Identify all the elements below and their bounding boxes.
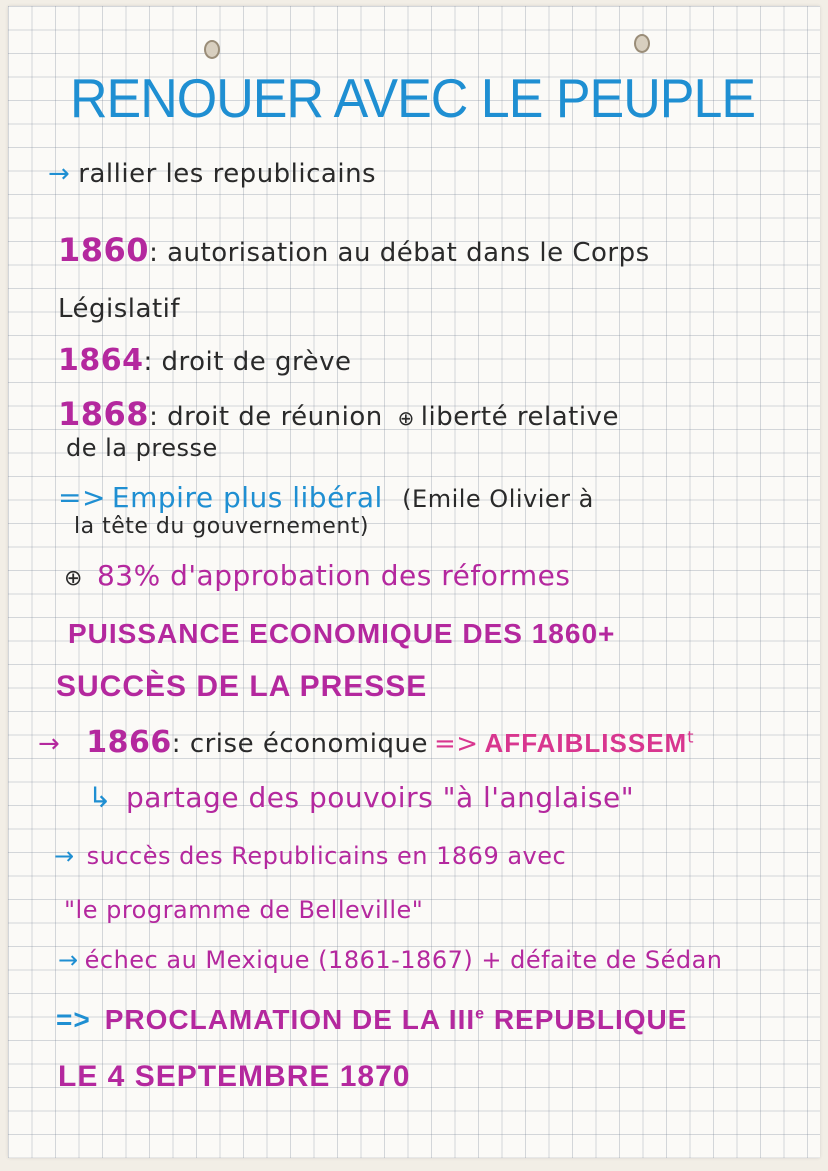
proclamation-text: PROCLAMATION DE LA III — [104, 1004, 476, 1035]
text-1868: : droit de réunion — [149, 402, 383, 432]
date-final-line: LE 4 SEPTEMBRE 1870 — [58, 1060, 411, 1093]
plus-circle-icon: ⊕ — [397, 406, 415, 430]
year-1864: 1864 — [58, 343, 144, 378]
double-arrow-icon: => — [433, 729, 479, 759]
arrow-icon: → — [58, 946, 79, 974]
page-title: RENOUER AVEC LE PEUPLE — [70, 68, 756, 130]
partage-text: partage des pouvoirs "à l'anglaise" — [125, 781, 635, 814]
proclamation-sup: e — [475, 1005, 486, 1023]
entry-1860-cont: Législatif — [58, 294, 181, 324]
year-1868: 1868 — [58, 395, 150, 433]
binder-hole-left — [204, 40, 220, 59]
approval-line — [64, 559, 571, 592]
arrow-icon: → — [48, 159, 71, 189]
affaiblissement-text: AFFAIBLISSEM — [484, 728, 688, 758]
subtitle-text: rallier les republicains — [78, 159, 377, 189]
echec-text: échec au Mexique (1861-1867) + défaite de Sédan — [84, 946, 723, 974]
text-1866: : crise économique — [171, 729, 428, 759]
echec-line — [58, 948, 723, 972]
double-arrow-icon: => — [56, 1004, 91, 1035]
plus-circle-icon: ⊕ — [64, 566, 83, 591]
return-arrow-icon: ↳ — [88, 781, 112, 814]
arrow-icon: → — [54, 842, 75, 870]
entry-1860 — [58, 231, 650, 269]
succes-presse-line: SUCCÈS DE LA PRESSE — [56, 670, 428, 703]
entry-1868 — [58, 395, 619, 433]
proclamation-text-end: REPUBLIQUE — [485, 1004, 688, 1035]
text-1864: : droit de grève — [143, 347, 352, 377]
empire-note: (Emile Olivier à — [402, 485, 594, 513]
succes-rep-cont: "le programme de Belleville" — [64, 896, 424, 924]
empire-text: Empire plus libéral — [111, 481, 383, 514]
year-1860: 1860 — [58, 231, 150, 269]
entry-1868-cont: de la presse — [66, 434, 218, 462]
double-arrow-icon: => — [58, 481, 106, 514]
partage-line — [88, 781, 635, 814]
succes-rep-text: succès des Republicains en 1869 avec — [86, 842, 567, 870]
entry-1866 — [38, 725, 694, 760]
arrow-icon: → — [38, 729, 61, 759]
text-1860: : autorisation au débat dans le Corps — [149, 238, 650, 268]
empire-line — [58, 481, 594, 514]
binder-hole-right — [634, 34, 650, 53]
empire-note-cont: la tête du gouvernement) — [74, 514, 369, 539]
succes-rep-line — [54, 844, 566, 868]
notebook-page — [8, 6, 820, 1158]
subtitle-line — [48, 161, 376, 187]
puissance-line: PUISSANCE ECONOMIQUE DES 1860+ — [68, 618, 616, 649]
entry-1864 — [58, 343, 352, 378]
affaiblissement-sup: t — [687, 727, 694, 747]
proclamation-line — [56, 1006, 687, 1034]
year-1866: 1866 — [86, 725, 172, 760]
text-1868-liberte: liberté relative — [420, 402, 619, 432]
approval-text: 83% d'approbation des réformes — [96, 559, 571, 592]
